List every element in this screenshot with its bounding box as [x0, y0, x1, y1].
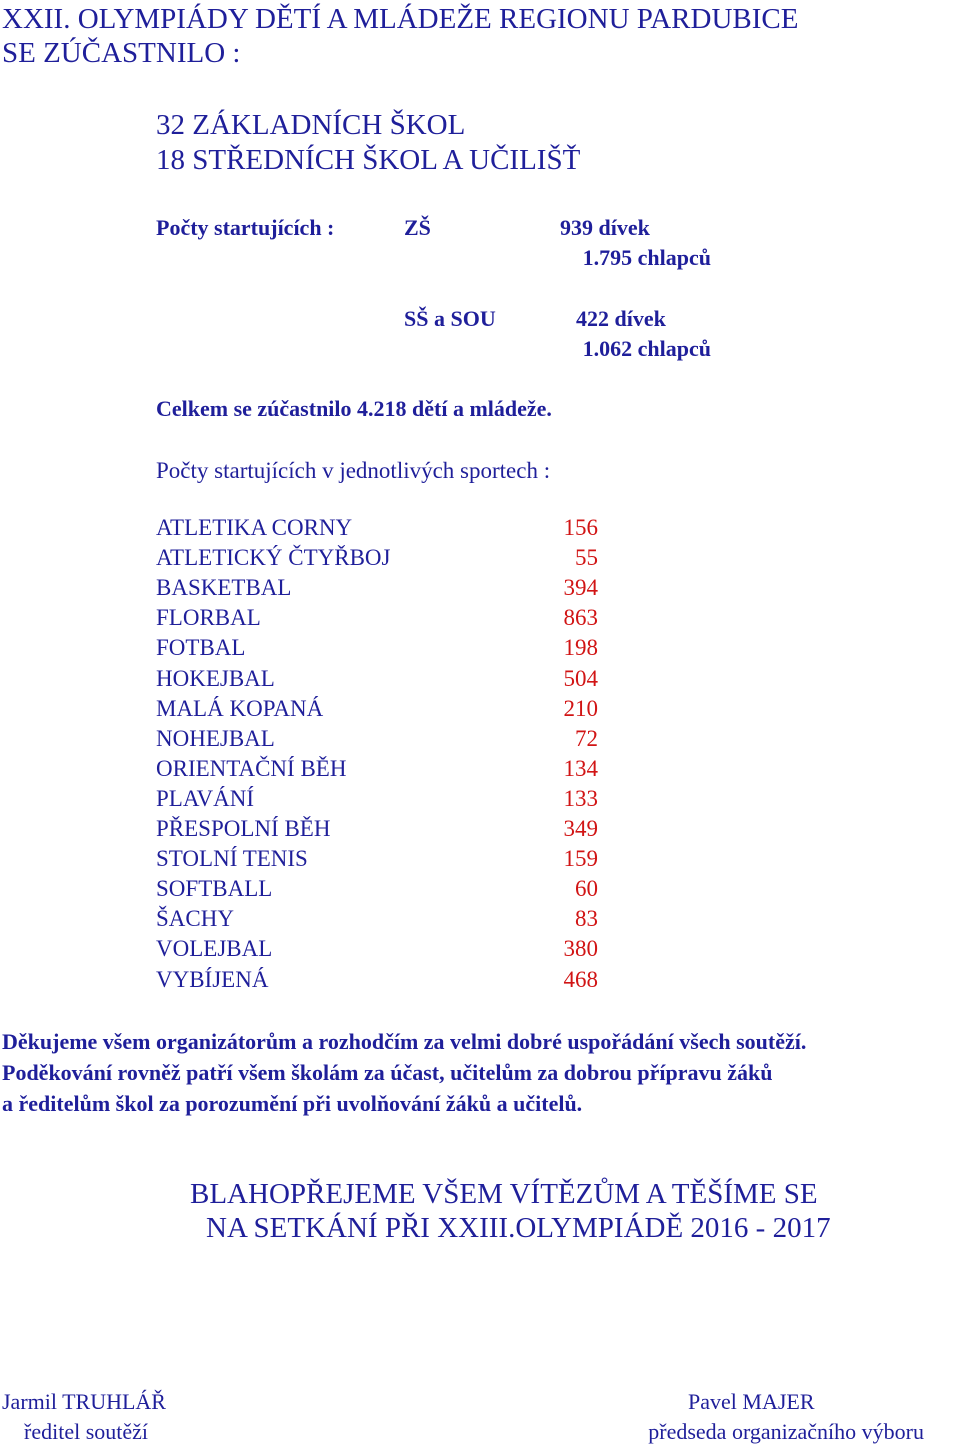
sport-name: ATLETICKÝ ČTYŘBOJ: [156, 545, 391, 570]
sport-count: 380: [563, 936, 598, 961]
starters-label: Počty startujících :: [156, 215, 335, 240]
schools-secondary: 18 STŘEDNÍCH ŠKOL A UČILIŠŤ: [156, 144, 581, 176]
congrats-line-2: NA SETKÁNÍ PŘI XXIII.OLYMPIÁDĚ 2016 - 2017: [206, 1212, 831, 1244]
sport-count: 83: [575, 906, 598, 931]
sport-name: VOLEJBAL: [156, 936, 273, 961]
sport-count: 156: [563, 515, 598, 540]
sport-count: 504: [563, 666, 598, 691]
sport-name: BASKETBAL: [156, 575, 292, 600]
sport-name: ATLETIKA CORNY: [156, 515, 353, 540]
sport-name: FLORBAL: [156, 605, 261, 630]
thanks-line-3: a ředitelům škol za porozumění při uvolňování žáků a učitelů.: [2, 1091, 583, 1116]
sport-count: 55: [575, 545, 598, 570]
sport-count: 60: [575, 876, 598, 901]
sport-name: NOHEJBAL: [156, 726, 275, 751]
zs-boys: 1.795 chlapců: [582, 245, 711, 270]
sport-count: 349: [563, 816, 598, 841]
sport-name: FOTBAL: [156, 635, 246, 660]
signature-left-name: Jarmil TRUHLÁŘ: [2, 1389, 166, 1414]
sport-count: 210: [563, 696, 598, 721]
signature-right-role: předseda organizačního výboru: [648, 1419, 924, 1444]
sport-count: 134: [563, 756, 598, 781]
ss-label: SŠ a SOU: [404, 306, 496, 331]
ss-girls: 422 dívek: [576, 306, 666, 331]
sport-count: 863: [563, 605, 598, 630]
header-line-2: SE ZÚČASTNILO :: [2, 37, 241, 69]
sports-title: Počty startujících v jednotlivých sportech :: [156, 458, 551, 483]
sport-count: 159: [563, 846, 598, 871]
sport-name: VYBÍJENÁ: [156, 967, 269, 992]
sport-name: SOFTBALL: [156, 876, 273, 901]
zs-girls: 939 dívek: [560, 215, 650, 240]
header-line-1: XXII. OLYMPIÁDY DĚTÍ A MLÁDEŽE REGIONU PARDUBICE: [2, 3, 799, 35]
sport-count: 198: [563, 635, 598, 660]
sport-count: 72: [575, 726, 598, 751]
total-participants: Celkem se zúčastnilo 4.218 dětí a mládeže.: [156, 396, 552, 421]
sport-name: PŘESPOLNÍ BĚH: [156, 816, 331, 841]
thanks-line-1: Děkujeme všem organizátorům a rozhodčím za velmi dobré uspořádání všech soutěží.: [2, 1029, 807, 1054]
ss-boys: 1.062 chlapců: [582, 336, 711, 361]
sport-name: PLAVÁNÍ: [156, 786, 254, 811]
congrats-line-1: BLAHOPŘEJEME VŠEM VÍTĚZŮM A TĚŠÍME SE: [190, 1178, 818, 1210]
zs-label: ZŠ: [404, 215, 431, 240]
signature-right-name: Pavel MAJER: [688, 1389, 815, 1414]
signature-left-role: ředitel soutěží: [24, 1419, 149, 1444]
sport-count: 133: [563, 786, 598, 811]
thanks-line-2: Poděkování rovněž patří všem školám za účast, učitelům za dobrou přípravu žáků: [2, 1060, 773, 1085]
sport-count: 394: [563, 575, 598, 600]
sport-name: ORIENTAČNÍ BĚH: [156, 756, 347, 781]
sport-name: MALÁ KOPANÁ: [156, 696, 324, 721]
sport-count: 468: [563, 967, 598, 992]
sport-name: STOLNÍ TENIS: [156, 846, 308, 871]
sport-name: ŠACHY: [156, 906, 234, 931]
schools-primary: 32 ZÁKLADNÍCH ŠKOL: [156, 109, 466, 141]
sport-name: HOKEJBAL: [156, 666, 275, 691]
